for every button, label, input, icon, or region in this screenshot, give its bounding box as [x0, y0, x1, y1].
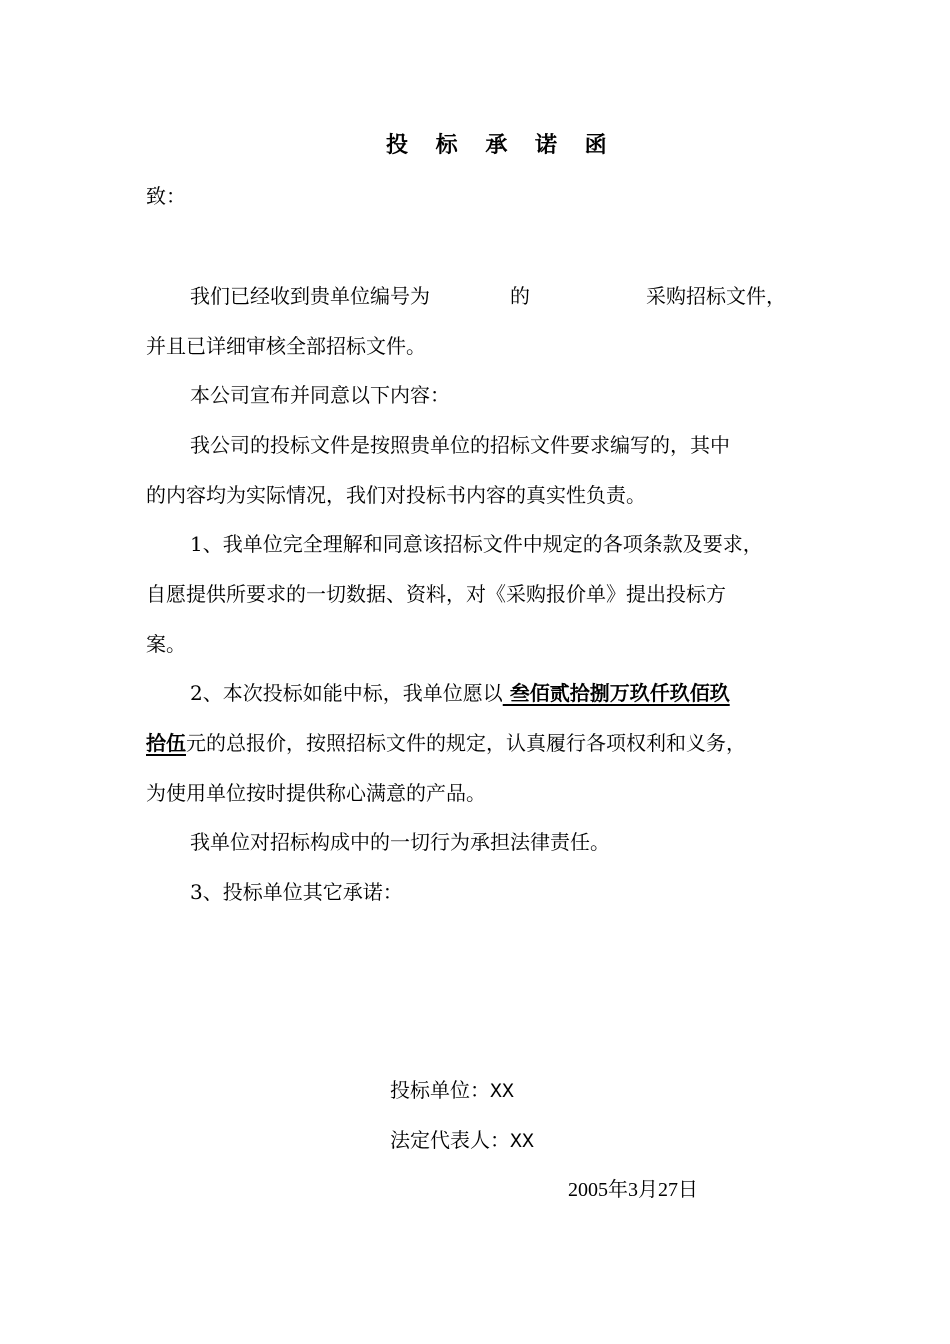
item1-line3: 案。: [146, 632, 186, 656]
bidder-label: 投标单位：: [390, 1078, 490, 1102]
legal-rep-line: [390, 1130, 534, 1153]
item2-line2-rest: 元的总报价，按照招标文件的规定，认真履行各项权利和义务，: [186, 731, 746, 755]
signature-date: 2005年3月27日: [568, 1179, 698, 1201]
document-title: 投 标 承 诺 函: [386, 132, 617, 158]
liability-statement: 我单位对招标构成中的一切行为承担法律责任。: [190, 830, 610, 854]
item2-prefix: 2、本次投标如能中标，我单位愿以: [190, 681, 503, 705]
para3-line1: 我公司的投标文件是按照贵单位的招标文件要求编写的，其中: [190, 433, 730, 457]
para1-part-a: 我们已经收到贵单位编号为: [190, 284, 430, 308]
para1-line2: 并且已详细审核全部招标文件。: [146, 334, 426, 358]
bidder-line: [390, 1080, 514, 1103]
item2-line1: [190, 683, 730, 703]
item1-line1: 1、我单位完全理解和同意该招标文件中规定的各项条款及要求，: [190, 532, 763, 556]
addressee-label: 致：: [146, 184, 186, 208]
bidder-value: XX: [490, 1081, 515, 1104]
item2-line3: 为使用单位按时提供称心满意的产品。: [146, 781, 486, 805]
para1-part-c: 采购招标文件，: [646, 284, 786, 308]
para3-line2: 的内容均为实际情况，我们对投标书内容的真实性负责。: [146, 483, 646, 507]
legal-rep-value: XX: [510, 1131, 535, 1154]
para1-part-b: 的: [510, 284, 530, 308]
legal-rep-label: 法定代表人：: [390, 1128, 510, 1152]
declaration-intro: 本公司宣布并同意以下内容：: [190, 383, 450, 407]
amount-in-words-part2: 拾伍: [146, 731, 186, 755]
item3-heading: 3、投标单位其它承诺：: [190, 880, 403, 904]
item2-line2: [146, 733, 746, 753]
amount-in-words-part1: 叁佰贰拾捌万玖仟玖佰玖: [502, 681, 730, 705]
item1-line2: 自愿提供所要求的一切数据、资料，对《采购报价单》提出投标方: [146, 582, 726, 606]
